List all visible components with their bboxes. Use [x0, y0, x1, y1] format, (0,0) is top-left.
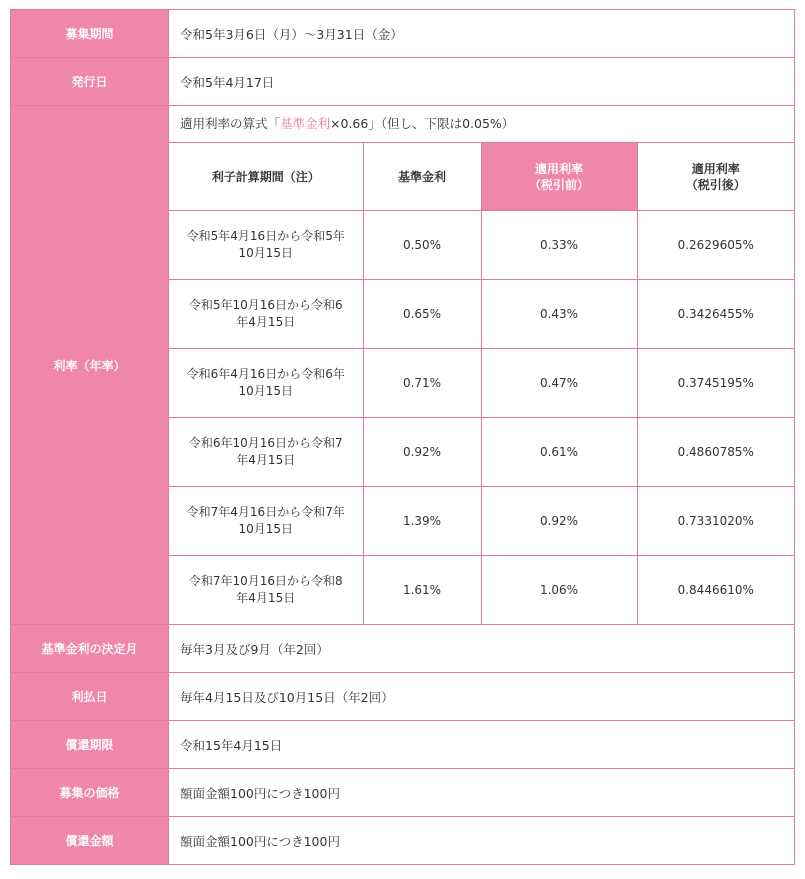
table-row [169, 487, 794, 556]
period-cell [169, 211, 363, 280]
issue-price-value: 額面金額100円につき100円 [169, 769, 795, 817]
pre-tax-cell: 0.92% [481, 487, 637, 556]
header-period: 利子計算期間（注） [169, 143, 363, 211]
base-rate-cell: 1.61% [363, 556, 481, 625]
pre-tax-cell: 0.47% [481, 349, 637, 418]
maturity-value: 令和15年4月15日 [169, 721, 795, 769]
table-row [169, 349, 794, 418]
row-application-period [11, 10, 795, 58]
pre-tax-cell: 0.61% [481, 418, 637, 487]
table-row [169, 418, 794, 487]
period-line2: 10月15日 [238, 246, 294, 260]
period-line1: 令和7年10月16日から令和8 [188, 574, 343, 588]
formula-base-rate-link[interactable]: 基準金利 [280, 116, 331, 131]
header-pre-tax-rate [481, 143, 637, 211]
header-post-tax-line2: （税引後） [685, 177, 746, 192]
post-tax-cell: 0.4860785% [637, 418, 794, 487]
issue-price-label: 募集の価格 [11, 769, 169, 817]
row-redemption-amount [11, 817, 795, 865]
base-rate-determination-value: 毎年3月及び9月（年2回） [169, 625, 795, 673]
header-pre-tax-line2: （税引前） [528, 177, 589, 192]
pre-tax-cell: 0.43% [481, 280, 637, 349]
application-period-label: 募集期間 [11, 10, 169, 58]
formula-prefix: 適用利率の算式「 [180, 116, 281, 131]
post-tax-cell: 0.2629605% [637, 211, 794, 280]
interest-rate-content [169, 106, 795, 625]
base-rate-cell: 0.71% [363, 349, 481, 418]
post-tax-cell: 0.7331020% [637, 487, 794, 556]
issue-date-value: 令和5年4月17日 [169, 58, 795, 106]
header-post-tax-rate [637, 143, 794, 211]
header-base-rate: 基準金利 [363, 143, 481, 211]
maturity-label: 償還期限 [11, 721, 169, 769]
period-cell [169, 349, 363, 418]
period-line1: 令和6年10月16日から令和7 [188, 436, 343, 450]
period-cell [169, 487, 363, 556]
base-rate-cell: 0.50% [363, 211, 481, 280]
row-maturity [11, 721, 795, 769]
period-line2: 年4月15日 [236, 453, 296, 467]
post-tax-cell: 0.3426455% [637, 280, 794, 349]
row-base-rate-determination [11, 625, 795, 673]
row-interest-rate [11, 106, 795, 625]
issue-date-label: 発行日 [11, 58, 169, 106]
interest-rate-label: 利率（年率） [11, 106, 169, 625]
period-line1: 令和6年4月16日から令和6年 [186, 367, 345, 381]
row-issue-price [11, 769, 795, 817]
table-row [169, 556, 794, 625]
post-tax-cell: 0.3745195% [637, 349, 794, 418]
rate-table [169, 142, 794, 624]
base-rate-cell: 0.65% [363, 280, 481, 349]
formula-suffix: ×0.66」（但し、下限は0.05%） [330, 116, 515, 131]
base-rate-cell: 0.92% [363, 418, 481, 487]
bond-terms-table [10, 9, 795, 865]
redemption-amount-value: 額面金額100円につき100円 [169, 817, 795, 865]
period-line2: 年4月15日 [236, 591, 296, 605]
base-rate-cell: 1.39% [363, 487, 481, 556]
header-post-tax-line1: 適用利率 [691, 161, 740, 176]
period-line2: 10月15日 [238, 384, 294, 398]
period-cell [169, 556, 363, 625]
table-row [169, 211, 794, 280]
pre-tax-cell: 1.06% [481, 556, 637, 625]
table-row [169, 280, 794, 349]
period-line1: 令和5年10月16日から令和6 [188, 298, 343, 312]
application-period-value: 令和5年3月6日（月）～3月31日（金） [169, 10, 795, 58]
base-rate-determination-label: 基準金利の決定月 [11, 625, 169, 673]
post-tax-cell: 0.8446610% [637, 556, 794, 625]
header-pre-tax-line1: 適用利率 [534, 161, 583, 176]
row-interest-payment-date [11, 673, 795, 721]
rate-formula [169, 106, 794, 142]
period-line2: 年4月15日 [236, 315, 296, 329]
period-line1: 令和7年4月16日から令和7年 [186, 505, 345, 519]
period-cell [169, 280, 363, 349]
period-line1: 令和5年4月16日から令和5年 [186, 229, 345, 243]
interest-payment-date-value: 毎年4月15日及び10月15日（年2回） [169, 673, 795, 721]
rate-table-header [169, 143, 794, 211]
period-line2: 10月15日 [238, 522, 294, 536]
pre-tax-cell: 0.33% [481, 211, 637, 280]
redemption-amount-label: 償還金額 [11, 817, 169, 865]
period-cell [169, 418, 363, 487]
interest-payment-date-label: 利払日 [11, 673, 169, 721]
row-issue-date [11, 58, 795, 106]
